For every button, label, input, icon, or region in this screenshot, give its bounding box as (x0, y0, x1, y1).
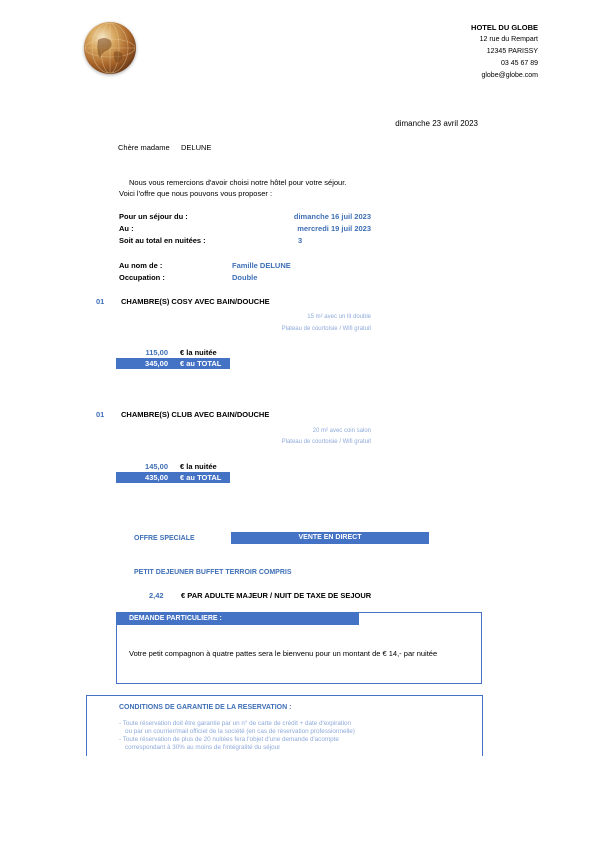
special-offer-label: OFFRE SPECIALE (134, 535, 195, 542)
special-offer-value: VENTE EN DIRECT (231, 532, 429, 544)
conditions-line-2: ou par un courrier/mail officiel de la société (en cas de réservation professionnelle) (125, 728, 355, 735)
room-2-total-bar (116, 472, 230, 483)
greeting-salutation: Chère madame (118, 143, 170, 152)
room-1-price-total: 345,00 (145, 359, 168, 368)
hotel-street: 12 rue du Rempart (479, 36, 538, 43)
hotel-address-block (471, 22, 538, 82)
stay-nights-value: 3 (298, 236, 303, 245)
special-request-title: DEMANDE PARTICULIERE : (117, 613, 359, 625)
breakfast-note: PETIT DEJEUNER BUFFET TERROIR COMPRIS (134, 569, 292, 576)
special-request-box (116, 612, 482, 684)
room-1-description-size: 15 m² avec un lit double (307, 314, 371, 320)
stay-from-value: dimanche 16 juil 2023 (293, 212, 371, 221)
room-1-total-bar (116, 358, 230, 369)
hotel-city: 12345 PARISSY (486, 48, 538, 55)
room-2-title: CHAMBRE(S) CLUB AVEC BAIN/DOUCHE (121, 410, 270, 419)
room-1-price-total-label: € au TOTAL (180, 359, 222, 368)
stay-from-label: Pour un séjour du : (119, 212, 188, 221)
intro-line-2: Voici l'offre que nous pouvons vous proposer : (119, 189, 273, 198)
room-1-title: CHAMBRE(S) COSY AVEC BAIN/DOUCHE (121, 297, 270, 306)
stay-to-value: mercredi 19 juil 2023 (297, 224, 371, 233)
conditions-line-4: correspondant à 30% au moins de l'intégralité du séjour (125, 744, 281, 751)
guest-occupation-label: Occupation : (119, 273, 165, 282)
hotel-globe-logo (84, 22, 136, 74)
letter-date: dimanche 23 avril 2023 (395, 119, 478, 128)
guest-occupation-value: Double (232, 273, 258, 282)
room-2-price-total: 435,00 (145, 473, 168, 482)
room-2-price-total-label: € au TOTAL (180, 473, 222, 482)
globe-icon (84, 22, 136, 74)
special-request-text: Votre petit compagnon à quatre pattes sera le bienvenu pour un montant de € 14,- par nuitée (129, 649, 438, 658)
room-1-description-amenities: Plateau de courtoisie / Wifi gratuit (281, 326, 371, 332)
guest-name-value: Famille DELUNE (232, 261, 291, 270)
room-1-price-night: 115,00 (145, 348, 168, 357)
room-2-price-night-label: € la nuitée (180, 462, 217, 471)
room-2-price-night: 145,00 (145, 462, 168, 471)
conditions-line-1: - Toute réservation doit être garantie par un n° de carte de crédit + date d'expiration (119, 720, 352, 727)
hotel-name: HOTEL DU GLOBE (471, 23, 538, 32)
conditions-box (86, 695, 483, 756)
conditions-line-3: - Toute réservation de plus de 20 nuitées fera l'objet d'une demande d'acompte (119, 736, 339, 743)
stay-to-label: Au : (119, 224, 134, 233)
hotel-phone: 03 45 67 89 (501, 60, 538, 67)
room-1-price-night-label: € la nuitée (180, 348, 217, 357)
hotel-email: globe@globe.com (481, 72, 538, 79)
stay-nights-label: Soit au total en nuitées : (119, 236, 206, 245)
tourist-tax-amount: 2,42 (149, 591, 164, 600)
conditions-title: CONDITIONS DE GARANTIE DE LA RESERVATION : (119, 704, 292, 711)
room-2-quantity: 01 (96, 410, 105, 419)
guest-name-label: Au nom de : (119, 261, 163, 270)
greeting-name: DELUNE (181, 143, 212, 152)
intro-line-1: Nous vous remercions d'avoir choisi notre hôtel pour votre séjour. (129, 178, 347, 187)
room-2-description-amenities: Plateau de courtoisie / Wifi gratuit (281, 439, 371, 445)
room-1-quantity: 01 (96, 297, 105, 306)
tourist-tax-label: € PAR ADULTE MAJEUR / NUIT DE TAXE DE SEJOUR (181, 591, 372, 600)
room-2-description-size: 20 m² avec coin salon (312, 428, 371, 434)
